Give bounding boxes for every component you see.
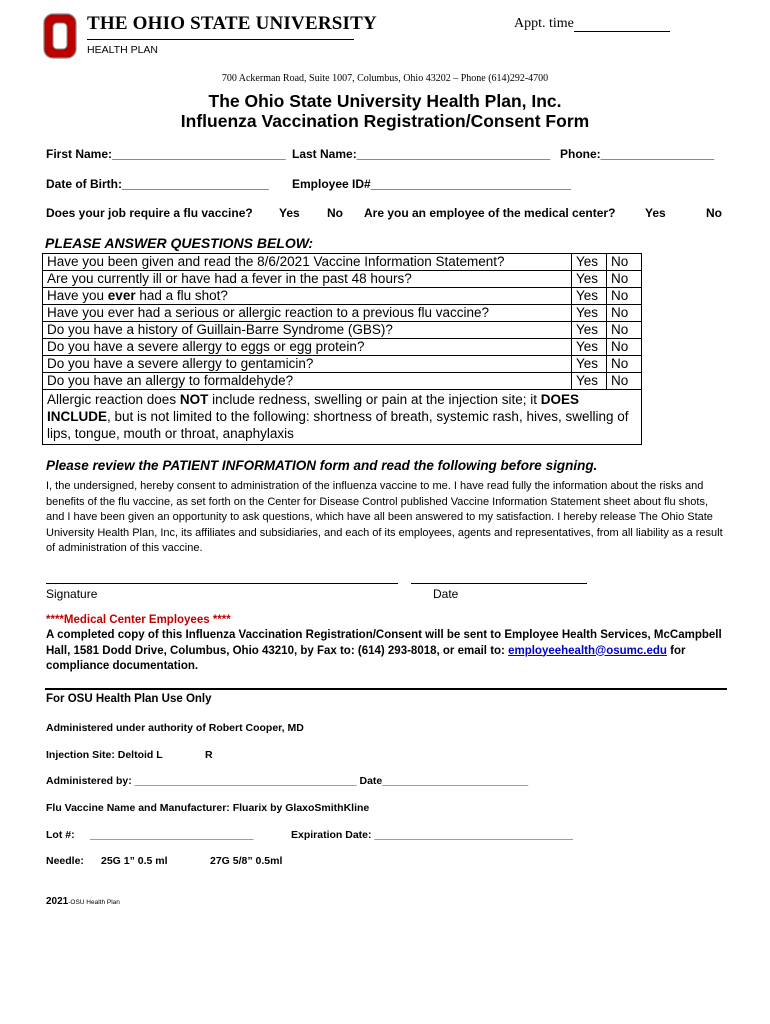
first-name-field[interactable]: First Name:__________________________ xyxy=(46,147,286,161)
answer-no[interactable]: No xyxy=(607,254,642,271)
question-text: Do you have a severe allergy to eggs or egg protein? xyxy=(43,339,572,356)
university-name: THE OHIO STATE UNIVERSITY xyxy=(87,13,377,34)
expiration-date-field[interactable]: Expiration Date: __________________________________ xyxy=(291,829,573,841)
answer-yes[interactable]: Yes xyxy=(572,271,607,288)
form-title: Influenza Vaccination Registration/Consent Form xyxy=(180,111,590,131)
dob-field[interactable]: Date of Birth:______________________ xyxy=(46,177,269,191)
form-title-org: The Ohio State University Health Plan, Inc. xyxy=(208,91,562,111)
injection-site-right[interactable]: R xyxy=(205,749,213,761)
answer-yes[interactable]: Yes xyxy=(572,339,607,356)
needle-option-25g[interactable]: 25G 1” 0.5 ml xyxy=(101,855,168,867)
appt-time xyxy=(514,16,670,32)
answer-yes[interactable]: Yes xyxy=(572,305,607,322)
question-emphasis: ever xyxy=(107,288,136,303)
question-text: Do you have a history of Guillain-Barre Syndrome (GBS)? xyxy=(43,322,572,339)
questions-table xyxy=(42,253,642,445)
question-row xyxy=(43,322,642,339)
last-name-field[interactable]: Last Name:_____________________________ xyxy=(292,147,551,161)
medical-center-no[interactable]: No xyxy=(706,206,722,220)
allergy-note-text: , but is not limited to the following: shortness of breath, systemic rash, hives, swelling of lips, tongue, mouth or throat, anaphylaxis xyxy=(47,409,629,441)
answer-yes[interactable]: Yes xyxy=(572,254,607,271)
injection-site-left[interactable]: Injection Site: Deltoid L xyxy=(46,749,163,761)
footer-text: -OSU Health Plan xyxy=(68,899,120,906)
vaccine-name: Flu Vaccine Name and Manufacturer: Fluarix by GlaxoSmithKline xyxy=(46,802,370,814)
questions-heading: PLEASE ANSWER QUESTIONS BELOW: xyxy=(45,235,314,251)
answer-no[interactable]: No xyxy=(607,288,642,305)
needle-label: Needle: xyxy=(46,855,84,867)
allergy-note-emphasis: DOES INCLUDE xyxy=(47,392,580,424)
question-text: Do you have an allergy to formaldehyde? xyxy=(43,373,572,390)
allergy-note xyxy=(43,390,642,445)
answer-yes[interactable]: Yes xyxy=(572,288,607,305)
section-divider xyxy=(45,688,727,690)
allergy-note-row xyxy=(43,390,642,445)
signature-field[interactable] xyxy=(46,583,398,584)
question-text-part: Have you xyxy=(47,288,108,303)
allergy-note-emphasis: NOT xyxy=(179,392,209,407)
answer-no[interactable]: No xyxy=(607,271,642,288)
question-text-part: had a flu shot? xyxy=(135,288,228,303)
administered-authority: Administered under authority of Robert Cooper, MD xyxy=(46,722,304,734)
answer-no[interactable]: No xyxy=(607,322,642,339)
question-row xyxy=(43,373,642,390)
question-text: Have you been given and read the 8/6/2021 Vaccine Information Statement? xyxy=(43,254,572,271)
administered-by-field[interactable]: Administered by: ______________________________________ Date_________________________ xyxy=(46,775,529,787)
phone-field[interactable]: Phone:_________________ xyxy=(560,147,715,161)
question-row xyxy=(43,254,642,271)
appt-time-label: Appt. time xyxy=(514,16,574,31)
signature-date-field[interactable] xyxy=(411,583,587,584)
question-text: Are you currently ill or have had a fever in the past 48 hours? xyxy=(43,271,572,288)
employee-health-email-link[interactable]: employeehealth@osumc.edu xyxy=(508,644,667,657)
question-text xyxy=(43,288,572,305)
question-text: Have you ever had a serious or allergic reaction to a previous flu vaccine? xyxy=(43,305,572,322)
question-row xyxy=(43,339,642,356)
footer-year: 2021 xyxy=(46,896,69,907)
question-row xyxy=(43,305,642,322)
flu-required-question: Does your job require a flu vaccine? xyxy=(46,206,253,220)
medical-center-text: A completed copy of this Influenza Vaccination Registration/Consent will be sent to Employee Health Services, McCampbell Hall, 1581 Dodd Drive, Columbus, Ohio 43210, by Fax to: (614) 293-8018, or email to: xyxy=(46,629,722,657)
employee-id-field[interactable]: Employee ID#______________________________ xyxy=(292,177,571,191)
footer xyxy=(46,896,120,907)
lot-field[interactable]: ____________________________ xyxy=(90,829,254,841)
allergy-note-text: Allergic reaction does xyxy=(47,392,180,407)
medical-center-text: for compliance documentation. xyxy=(46,644,686,672)
answer-no[interactable]: No xyxy=(607,356,642,373)
answer-yes[interactable]: Yes xyxy=(572,373,607,390)
question-row xyxy=(43,288,642,305)
answer-no[interactable]: No xyxy=(607,305,642,322)
answer-yes[interactable]: Yes xyxy=(572,356,607,373)
question-row xyxy=(43,271,642,288)
appt-time-field[interactable] xyxy=(574,17,670,32)
logo-divider xyxy=(87,39,354,40)
lot-label: Lot #: xyxy=(46,829,75,841)
block-o-icon xyxy=(43,13,77,59)
flu-required-no[interactable]: No xyxy=(327,206,343,220)
allergy-note-text: include redness, swelling or pain at the injection site; it xyxy=(208,392,541,407)
consent-statement: I, the undersigned, hereby consent to administration of the influenza vaccine to me. I have read fully the information about the risks and benefits of the flu vaccine, as set forth on the Center for Disease Control published Vaccine Information Statement sheet about flu shots, and I have been given an opportunity to ask questions, which have all been answered to my satisfaction. I hereby release The Ohio State University Health Plan, Inc, its affiliates and subsidiaries, and each of its employees, agents and representatives, from all liability as a result of administration of this vaccine. xyxy=(46,480,723,554)
question-text: Do you have a severe allergy to gentamicin? xyxy=(43,356,572,373)
medical-center-heading: ****Medical Center Employees **** xyxy=(46,614,231,626)
medical-center-yes[interactable]: Yes xyxy=(645,206,666,220)
date-label: Date xyxy=(433,587,459,601)
review-heading: Please review the PATIENT INFORMATION form and read the following before signing. xyxy=(46,458,598,473)
needle-option-27g[interactable]: 27G 5/8” 0.5ml xyxy=(210,855,283,867)
answer-no[interactable]: No xyxy=(607,339,642,356)
answer-yes[interactable]: Yes xyxy=(572,322,607,339)
medical-center-question: Are you an employee of the medical center? xyxy=(364,206,616,220)
office-use-heading: For OSU Health Plan Use Only xyxy=(46,693,212,705)
flu-required-yes[interactable]: Yes xyxy=(279,206,300,220)
address: 700 Ackerman Road, Suite 1007, Columbus, Ohio 43202 – Phone (614)292-4700 xyxy=(221,73,549,84)
signature-label: Signature xyxy=(46,587,98,601)
question-row xyxy=(43,356,642,373)
answer-no[interactable]: No xyxy=(607,373,642,390)
health-plan-label: HEALTH PLAN xyxy=(87,44,158,56)
medical-center-instructions xyxy=(46,628,746,675)
